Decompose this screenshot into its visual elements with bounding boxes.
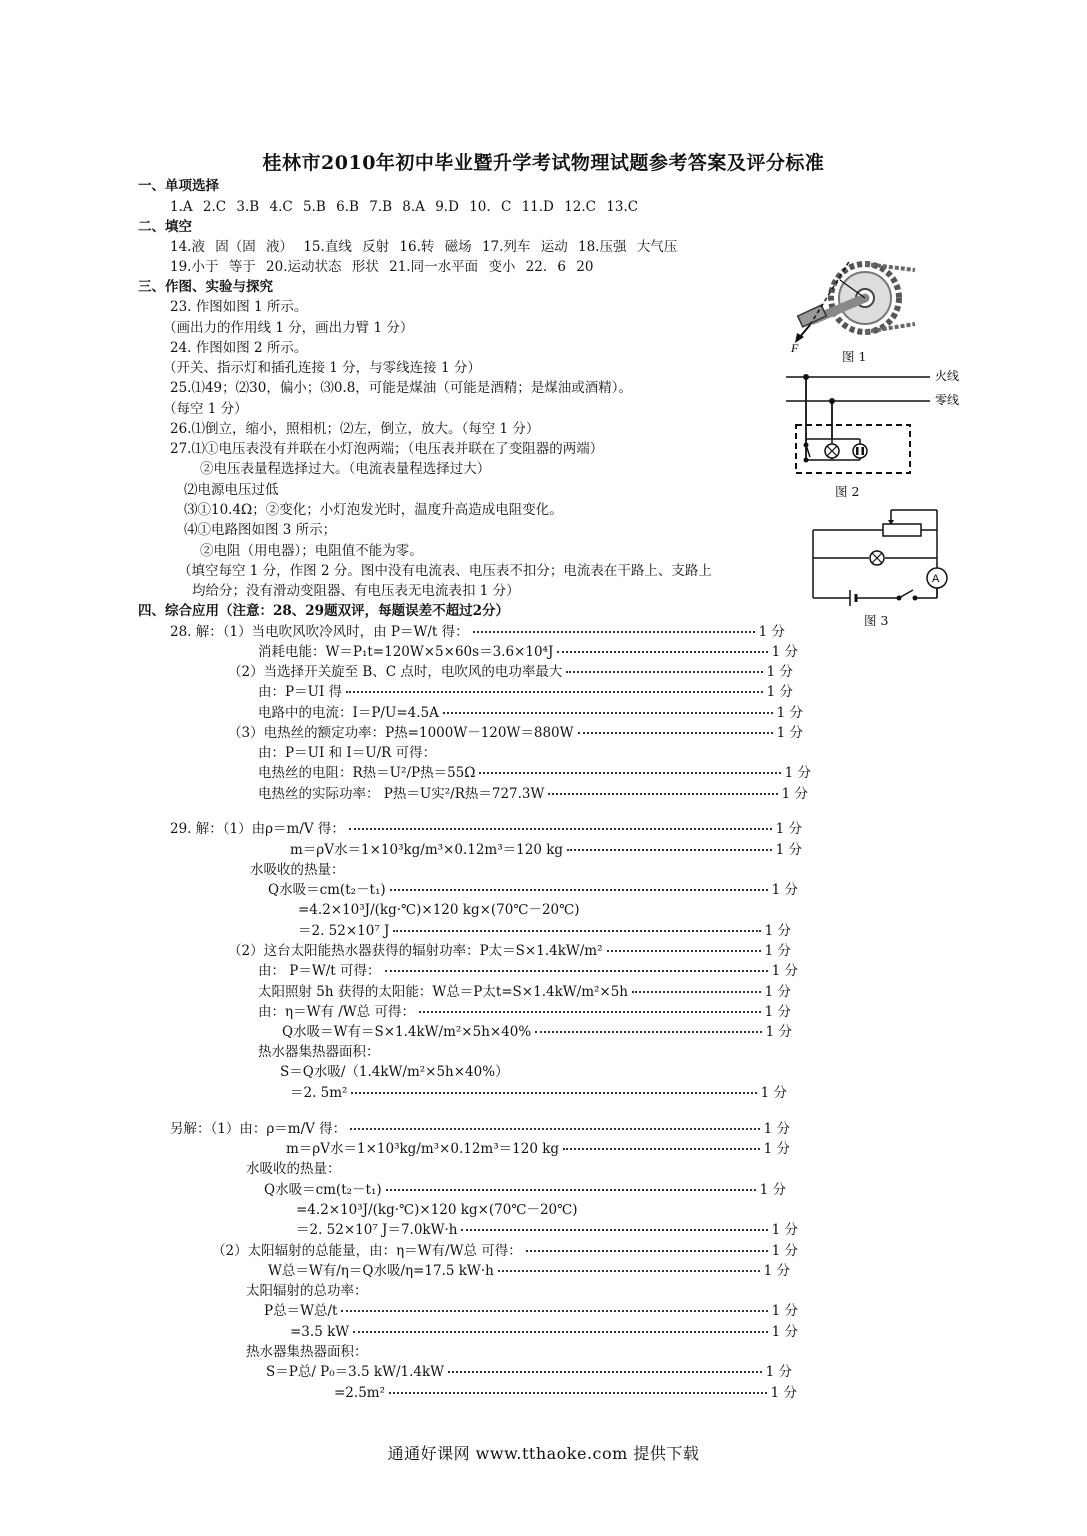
exp-line: （画出力的作用线 1 分，画出力臂 1 分） bbox=[163, 320, 414, 336]
exp-line: 26.⑴倒立，缩小，照相机；⑵左，倒立，放大。（每空 1 分） bbox=[170, 421, 540, 437]
exp-line: 23. 作图如图 1 所示。 bbox=[170, 299, 308, 315]
page-title: 桂林市2010年初中毕业暨升学考试物理试题参考答案及评分标准 bbox=[262, 152, 825, 174]
fill-row-1: 14.液 固（固 液） 15.直线 反射 16.转 磁场 17.列车 运动 18.压强 大气压 bbox=[170, 239, 678, 255]
alt-line: S＝P总/ P₀＝3.5 kW/1.4kW 1 分 bbox=[266, 1364, 792, 1380]
exp-line: ②电压表量程选择过大。（电流表量程选择过大） bbox=[200, 461, 491, 477]
alt-line: =4.2×10³J/(kg·℃)×120 kg×(70℃－20℃) bbox=[296, 1202, 578, 1218]
section-heading-2: 二、填空 bbox=[138, 219, 192, 235]
q29-line: m＝ρV水＝1×10³kg/m³×0.12m³＝120 kg 1 分 bbox=[290, 842, 802, 858]
fill-row-2: 19.小于 等于 20.运动状态 形状 21.同一水平面 变小 22. 6 20 bbox=[170, 259, 594, 275]
figure-2-diagram bbox=[780, 365, 970, 480]
q28-line: （2）当选择开关旋至 B、C 点时，电吹风的电功率最大 1 分 bbox=[228, 664, 793, 680]
alt-line: 另解：（1）由：ρ＝m/V 得： 1 分 bbox=[170, 1121, 790, 1137]
q28-line: 由：P＝UI 得 1 分 bbox=[258, 684, 793, 700]
q28-line: 电热丝的电阻：R热＝U²/P热＝55Ω 1 分 bbox=[258, 765, 811, 781]
q28-line: 28. 解：（1）当电吹风吹冷风时，由 P＝W/t 得： 1 分 bbox=[170, 624, 785, 640]
section-heading-4: 四、综合应用（注意：28、29题双评，每题误差不超过2分） bbox=[138, 603, 509, 619]
figure-1-caption: 图 1 bbox=[842, 349, 867, 364]
lamp-icon bbox=[870, 551, 884, 565]
exp-line: （开关、指示灯和插孔连接 1 分，与零线连接 1 分） bbox=[163, 360, 481, 376]
neutral-wire-label: 零线 bbox=[935, 393, 960, 407]
alt-line: Q水吸＝cm(t₂－t₁) 1 分 bbox=[264, 1182, 786, 1198]
exp-line: 27.⑴①电压表没有并联在小灯泡两端；（电压表并联在了变阻器的两端） bbox=[170, 441, 604, 457]
alt-line: 水吸收的热量： bbox=[246, 1161, 341, 1177]
q29-line: （2）这台太阳能热水器获得的辐射功率：P太＝S×1.4kW/m² 1 分 bbox=[228, 943, 791, 959]
chain-gear-icon bbox=[831, 264, 915, 332]
q29-line: Q水吸＝W有＝S×1.4kW/m²×5h×40% 1 分 bbox=[282, 1024, 792, 1040]
q29-line: S＝Q水吸/（1.4kW/m²×5h×40%） bbox=[280, 1064, 509, 1080]
exp-line: 均给分；没有滑动变阻器、有电压表无电流表扣 1 分） bbox=[192, 583, 520, 599]
alt-line: =3.5 kW 1 分 bbox=[290, 1324, 798, 1340]
q29-line: 热水器集热器面积： bbox=[258, 1044, 380, 1060]
q29-line: 由：η＝W有 /W总 可得： 1 分 bbox=[258, 1004, 791, 1020]
mc-answers: 1.A 2.C 3.B 4.C 5.B 6.B 7.B 8.A 9.D 10. C 11.D 12.C 13.C bbox=[170, 199, 639, 215]
alt-line: ＝2. 52×10⁷ J＝7.0kW·h 1 分 bbox=[296, 1222, 798, 1238]
q29-line: 29. 解：（1）由ρ＝m/V 得： 1 分 bbox=[170, 821, 802, 837]
footer-watermark: 通通好课网 www.tthaoke.com 提供下载 bbox=[387, 1444, 700, 1463]
exp-line: ⑶①10.4Ω；②变化；小灯泡发光时，温度升高造成电阻变化。 bbox=[184, 502, 563, 518]
alt-line: 热水器集热器面积： bbox=[246, 1344, 368, 1360]
q29-line: ＝2. 52×10⁷ J 1 分 bbox=[298, 923, 791, 939]
q29-line: Q水吸＝cm(t₂－t₁) 1 分 bbox=[268, 882, 798, 898]
q28-line: 消耗电能：W＝P₁t=120W×5×60s＝3.6×10⁴J 1 分 bbox=[258, 644, 798, 660]
live-wire-label: 火线 bbox=[935, 369, 960, 383]
exp-line: （填空每空 1 分，作图 2 分。图中没有电流表、电压表不扣分；电流表在干路上、支路上 bbox=[178, 563, 712, 579]
figure-2-caption: 图 2 bbox=[835, 484, 860, 499]
figure-3-diagram bbox=[805, 500, 965, 610]
q28-line: 由：P＝UI 和 I＝U/R 可得： bbox=[258, 745, 437, 761]
q29-line: ＝2. 5m² 1 分 bbox=[290, 1085, 787, 1101]
alt-line: =2.5m² 1 分 bbox=[334, 1385, 797, 1401]
alt-line: （2）太阳辐射的总能量，由：η＝W有/W总 可得： 1 分 bbox=[212, 1243, 798, 1259]
q29-line: 太阳照射 5h 获得的太阳能：W总＝P太t=S×1.4kW/m²×5h 1 分 bbox=[258, 984, 791, 1000]
lamp-icon bbox=[825, 439, 839, 460]
exp-line: ②电阻（用电器）；电阻值不能为零。 bbox=[200, 543, 423, 559]
alt-line: 太阳辐射的总功率： bbox=[246, 1283, 368, 1299]
q29-line: 水吸收的热量： bbox=[250, 862, 345, 878]
exp-line: （每空 1 分） bbox=[163, 401, 248, 417]
force-label: F bbox=[791, 341, 799, 355]
rheostat-icon bbox=[883, 510, 921, 536]
ammeter-icon bbox=[927, 568, 947, 588]
q29-line: =4.2×10³J/(kg·℃)×120 kg×(70℃－20℃) bbox=[298, 902, 580, 918]
ammeter-label: A bbox=[932, 573, 940, 585]
section-heading-3: 三、作图、实验与探究 bbox=[138, 279, 273, 295]
q28-line: 电路中的电流：I＝P/U=4.5A 1 分 bbox=[258, 705, 803, 721]
alt-line: m＝ρV水＝1×10³kg/m³×0.12m³＝120 kg 1 分 bbox=[286, 1141, 790, 1157]
alt-line: W总＝W有/η＝Q水吸/η=17.5 kW·h 1 分 bbox=[268, 1263, 790, 1279]
battery-icon bbox=[850, 590, 856, 606]
exp-line: 24. 作图如图 2 所示。 bbox=[170, 340, 308, 356]
switch-icon bbox=[897, 590, 918, 601]
q28-line: （3）电热丝的额定功率：P热=1000W－120W＝880W 1 分 bbox=[228, 725, 803, 741]
figure-3-caption: 图 3 bbox=[864, 613, 889, 628]
q29-line: 由： P＝W/t 可得： 1 分 bbox=[258, 963, 798, 979]
socket-icon bbox=[853, 439, 867, 460]
section-heading-1: 一、单项选择 bbox=[138, 178, 219, 194]
exp-line: ⑵电源电压过低 bbox=[184, 482, 279, 498]
exp-line: ⑷①电路图如图 3 所示； bbox=[184, 522, 337, 538]
alt-line: P总＝W总/t 1 分 bbox=[264, 1303, 798, 1319]
exp-line: 25.⑴49；⑵30，偏小；⑶0.8，可能是煤油（可能是酒精；是煤油或酒精）。 bbox=[170, 380, 633, 396]
figure-1-diagram bbox=[785, 240, 925, 355]
q28-line: 电热丝的实际功率： P热＝U实²/R热＝727.3W 1 分 bbox=[258, 786, 808, 802]
